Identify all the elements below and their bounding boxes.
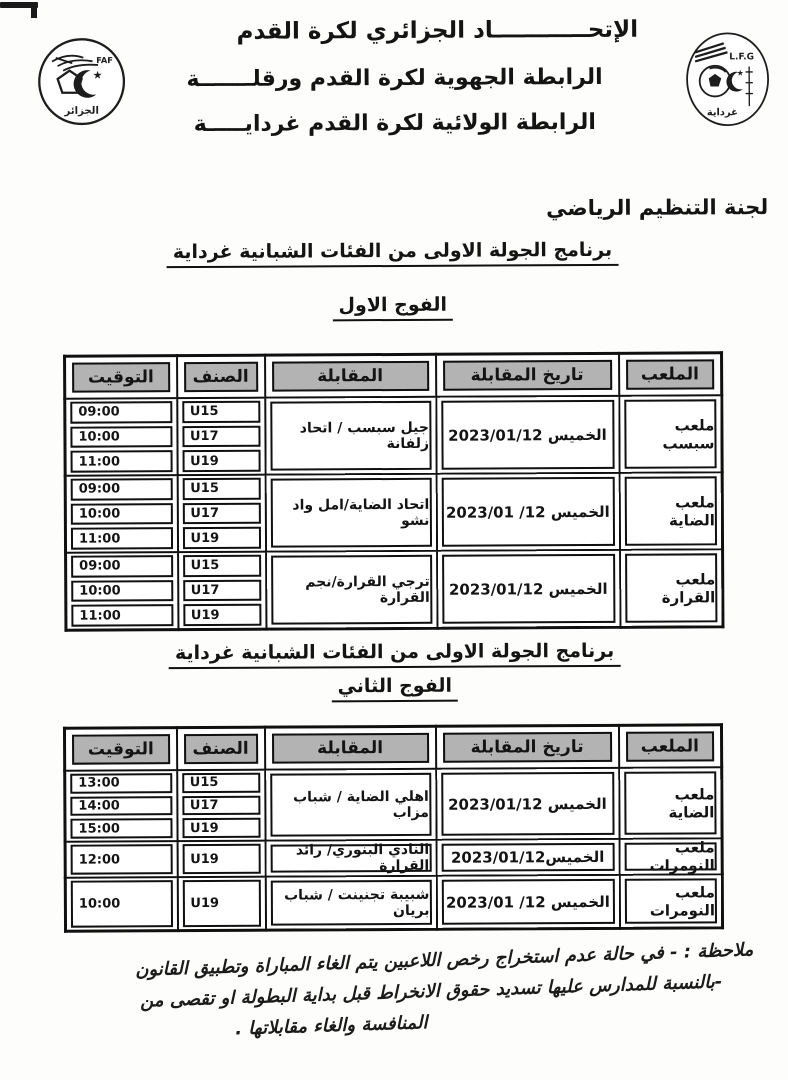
table-row — [65, 767, 722, 841]
date-cell: 2023/01/12 الخميس — [441, 400, 614, 470]
time-cell: 11:00 — [71, 451, 173, 473]
faf-abbr: FAF — [96, 55, 113, 66]
time-cell: 10:00 — [71, 503, 173, 525]
note-line: المنافسة والغاء مقابلاتها . — [234, 1012, 428, 1040]
header-row — [64, 725, 721, 771]
table-row — [65, 395, 722, 475]
match-cell: اهلي الضاية / شباب مزاب — [270, 773, 431, 837]
col-header-stadium: الملعب — [626, 731, 715, 761]
table-row — [66, 549, 723, 630]
time-cell: 12:00 — [71, 844, 173, 875]
lfg-logo — [682, 28, 773, 130]
time-cell: 09:00 — [71, 478, 173, 500]
time-cell: 11:00 — [71, 528, 173, 550]
lfg-caption: غرداية — [706, 107, 738, 119]
note-line: ملاحظة : - في حالة عدم استخراج رخص اللاعبين يتم الغاء المباراة وتطبيق القانون — [134, 939, 754, 981]
col-header-stadium: الملعب — [626, 359, 715, 389]
star-icon: ★ — [92, 68, 103, 82]
section1-subtitle: الفوج الاول — [0, 292, 787, 323]
col-header-time: التوقيت — [72, 362, 170, 393]
committee-title: لجنة التنظيم الرياضي — [546, 195, 769, 221]
category-cell: U17 — [182, 425, 260, 447]
letterhead-line-wilaya-league: الرابطة الولائية لكرة القدم غردايـــــة — [193, 109, 596, 138]
time-cell: 10:00 — [70, 426, 172, 448]
letterhead-line-regional-league: الرابطة الجهوية لكرة القدم ورقلـــــــة — [186, 64, 603, 93]
time-cell: 10:00 — [71, 880, 173, 928]
section2-subtitle: الفوج الثاني — [1, 673, 788, 704]
category-cell: U19 — [182, 450, 260, 472]
schedule-table-group2 — [63, 723, 724, 932]
table-row — [65, 472, 722, 552]
footer-note — [49, 934, 758, 1050]
category-cell: U17 — [183, 579, 261, 601]
faf-caption: الجزائر — [64, 105, 99, 117]
stadium-cell: ملعب سبسب — [624, 399, 717, 468]
date-cell: 2023/01/12 الخميس — [441, 772, 614, 836]
col-header-category: الصنف — [184, 362, 258, 392]
time-cell: 14:00 — [70, 796, 172, 816]
category-cell: U17 — [182, 795, 260, 815]
category-cell: U15 — [183, 555, 261, 577]
time-cell: 11:00 — [71, 605, 173, 627]
category-cell: U19 — [182, 527, 260, 549]
date-cell: 2023/01/12 الخميس — [442, 554, 615, 624]
match-cell: اتحاد الضاية/امل واد نشو — [270, 478, 431, 548]
category-cell: U19 — [183, 604, 261, 626]
category-cell: U15 — [182, 773, 260, 793]
lfg-abbr: L.F.G — [729, 52, 755, 63]
date-cell: 2023/01 /12 الخميس — [441, 477, 614, 547]
match-cell: ترجي القرارة/نجم القرارة — [271, 555, 432, 625]
time-cell: 15:00 — [70, 819, 172, 839]
col-header-date: تاريخ المقابلة — [443, 732, 612, 763]
time-cell: 09:00 — [71, 555, 173, 577]
col-header-match: المقابلة — [272, 733, 429, 764]
stadium-cell: ملعب الضاية — [624, 476, 717, 545]
header-row — [65, 353, 722, 399]
stadium-cell: ملعب القرارة — [625, 553, 718, 622]
category-cell: U17 — [182, 502, 260, 524]
letterhead-line-federation: الإتحــــــــــــاد الجزائري لكرة القدم — [236, 16, 639, 45]
stadium-cell: ملعب النومرات — [624, 878, 717, 923]
match-cell: جيل سبسب / اتحاد زلفانة — [270, 401, 431, 471]
table-row — [65, 838, 722, 877]
stadium-cell: ملعب الضاية — [624, 771, 717, 834]
schedule-table-group1 — [63, 351, 724, 631]
col-header-category: الصنف — [184, 734, 258, 764]
date-cell: 2023/01/12الخميس — [441, 843, 614, 872]
section1-title: برنامج الجولة الاولى من الفئات الشبانية غرداية — [0, 238, 787, 269]
match-cell: شبيبة تجنينت / شباب بريان — [270, 880, 431, 926]
col-header-time: التوقيت — [72, 734, 170, 765]
category-cell: U19 — [182, 880, 260, 927]
category-cell: U15 — [182, 401, 260, 423]
category-cell: U15 — [182, 478, 260, 500]
table-row — [65, 874, 722, 931]
category-cell: U19 — [182, 818, 260, 838]
category-cell: U19 — [182, 844, 260, 874]
section2-title: برنامج الجولة الاولى من الفئات الشبانية غرداية — [1, 639, 788, 670]
time-cell: 09:00 — [70, 401, 172, 423]
note-line: -بالنسبة للمدارس عليها تسديد حقوق الانخراط قبل بداية البطولة او تقصى من — [139, 971, 723, 1012]
time-cell: 10:00 — [71, 580, 173, 602]
col-header-date: تاريخ المقابلة — [443, 360, 612, 391]
time-cell: 13:00 — [70, 773, 172, 793]
date-cell: 2023/01 /12 الخميس — [441, 879, 614, 925]
match-cell: النادي البنوري/ رائد القرارة — [270, 844, 431, 873]
star-icon: ★ — [736, 67, 744, 78]
stadium-cell: ملعب النومرات — [624, 842, 717, 870]
col-header-match: المقابلة — [272, 361, 429, 392]
